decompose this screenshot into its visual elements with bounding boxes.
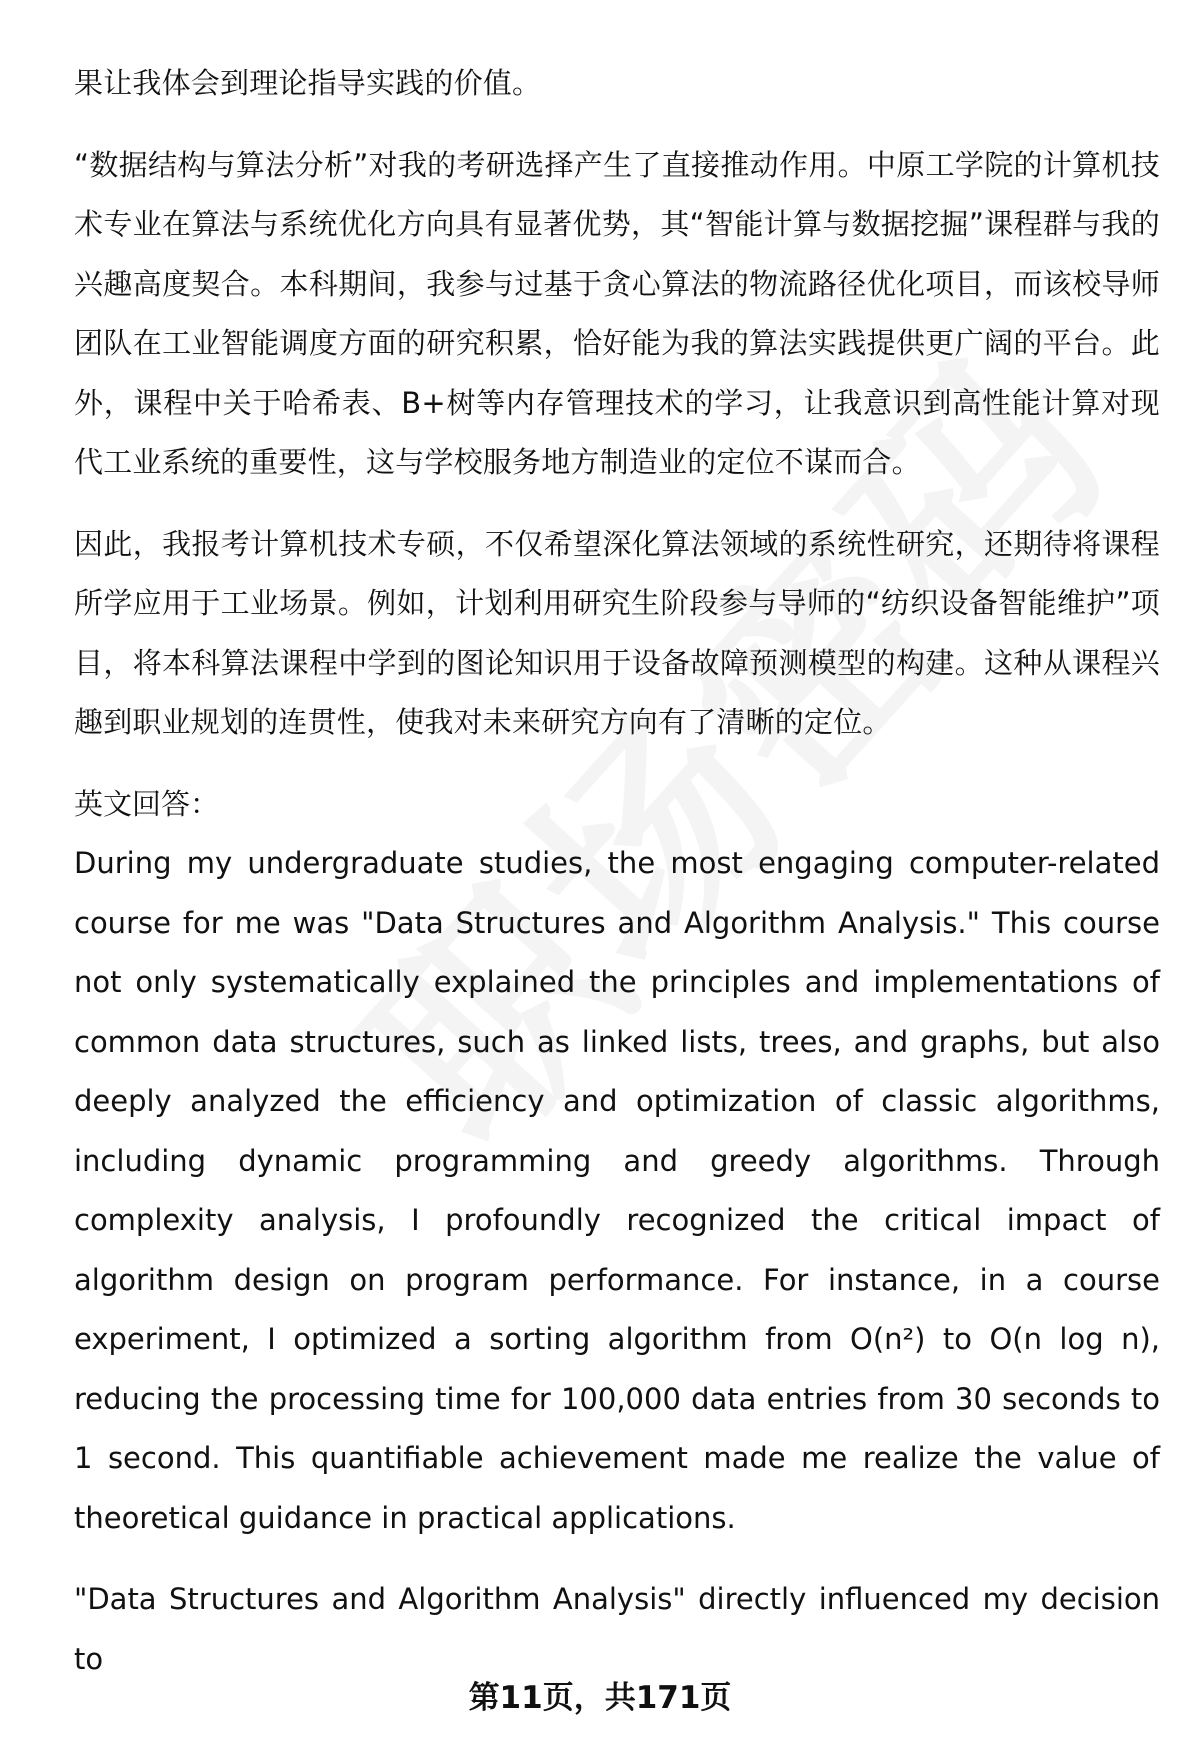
paragraph-cn-tail: 果让我体会到理论指导实践的价值。 xyxy=(74,66,542,100)
english-answer-heading: 英文回答： xyxy=(74,786,220,821)
page-number-footer: 第11页，共171页 xyxy=(468,1680,732,1716)
document-body xyxy=(74,54,1160,1689)
paragraph-cn-course-influence: “数据结构与算法分析”对我的考研选择产生了直接推动作用。中原工学院的计算机技术专业在算法与系统优化方向具有显著优势，其“智能计算与数据挖掘”课程群与我的兴趣高度契合。本科期间，我参与过基于贪心算法的物流路径优化项目，而该校导师团队在工业智能调度方面的研究积累，恰好能为我的算法实践提供更广阔的平台。此外，课程中关于哈希表、B+树等内存管理技术的学习，让我意识到高性能计算对现代工业系统的重要性，这与学校服务地方制造业的定位不谋而合。 xyxy=(74,147,1160,479)
paragraph-en-course: During my undergraduate studies, the most engaging computer-related course for me was "Data Structures and Algorithm Analysis." This course not only systematically explained the principles and implementations of common data structures, such as linked lists, trees, and graphs, but also deeply analyzed the efficiency and optimization of classic algorithms, including dynamic programming and greedy algorithms. Through complexity analysis, I profoundly recognized the critical impact of algorithm design on program performance. For instance, in a course experiment, I optimized a sorting algorithm from O(n²) to O(n log n), reducing the processing time for 100,000 data entries from 30 seconds to 1 second. This quantifiable achievement made me realize the value of theoretical guidance in practical applications. xyxy=(74,846,1160,1535)
paragraph-en-influence: "Data Structures and Algorithm Analysis" directly influenced my decision to xyxy=(74,1582,1160,1676)
paragraph-cn-career-plan: 因此，我报考计算机技术专硕，不仅希望深化算法领域的系统性研究，还期待将课程所学应用于工业场景。例如，计划利用研究生阶段参与导师的“纺织设备智能维护”项目，将本科算法课程中学到的图论知识用于设备故障预测模型的构建。这种从课程兴趣到职业规划的连贯性，使我对未来研究方向有了清晰的定位。 xyxy=(74,526,1160,739)
